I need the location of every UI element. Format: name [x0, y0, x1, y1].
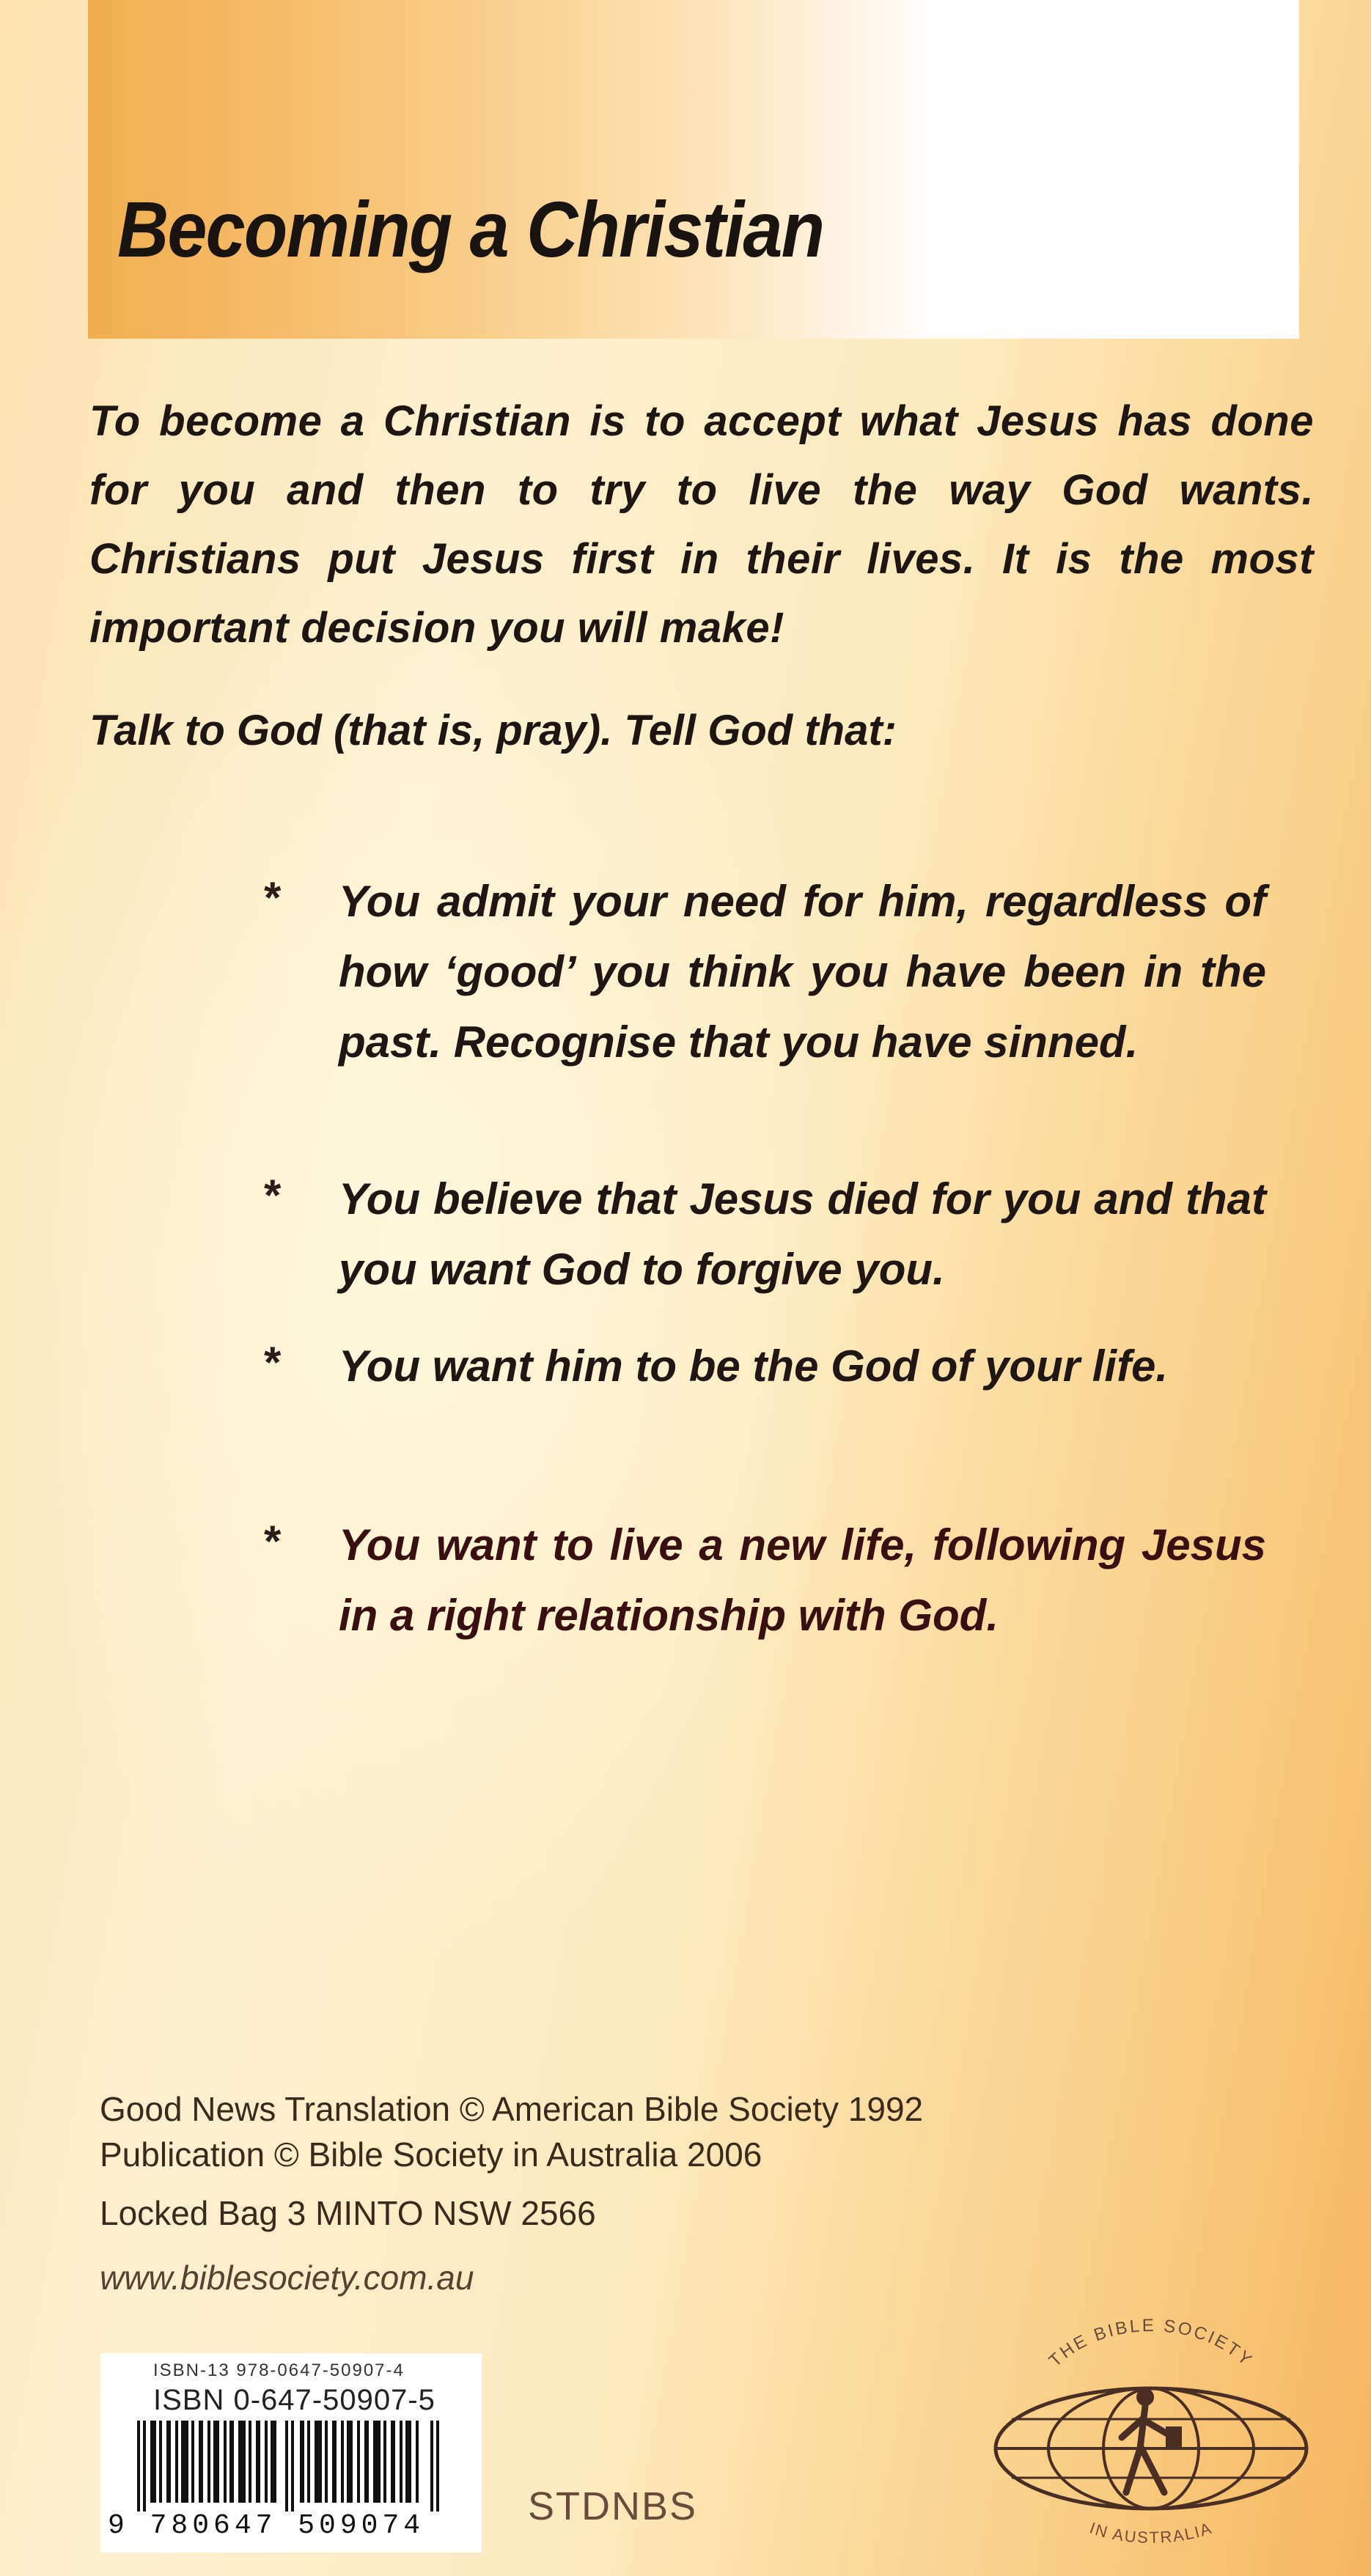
barcode-icon	[137, 2421, 445, 2511]
bullet-marker: *	[264, 1171, 282, 1220]
list-item: You believe that Jesus died for you and that you want God to forgive you.	[339, 1174, 1266, 1294]
barcode-label	[100, 2353, 482, 2553]
list-item: You want him to be the God of your life.	[339, 1342, 1169, 1391]
title-band	[88, 0, 1299, 339]
prayer-prompt: Talk to God (that is, pray). Tell God that:	[89, 707, 897, 754]
website-link[interactable]: www.biblesociety.com.au	[100, 2259, 474, 2297]
copyright-translation: Good News Translation © American Bible Society 1992	[100, 2090, 924, 2128]
copyright-publication: Publication © Bible Society in Australia 2006	[100, 2135, 762, 2174]
postal-address: Locked Bag 3 MINTO NSW 2566	[100, 2194, 596, 2232]
bullet-marker: *	[264, 1517, 282, 1566]
page-title: Becoming a Christian	[117, 185, 824, 273]
intro-paragraph: To become a Christian is to accept what Jesus has done for you and then to try to live the way God wants. Christians put Jesus first in their lives. It is the most important decision you will make!	[89, 397, 1314, 652]
bullet-marker: *	[264, 1338, 282, 1387]
isbn13-text: ISBN-13 978-0647-50907-4	[153, 2360, 405, 2380]
bible-society-logo	[982, 2309, 1320, 2551]
product-code: STDNBS	[528, 2484, 698, 2528]
list-item: You want to live a new life, following Jesus in a right relationship with God.	[339, 1520, 1266, 1640]
isbn10-text: ISBN 0-647-50907-5	[153, 2384, 435, 2416]
barcode-digits: 9 780647 509074	[108, 2510, 425, 2542]
svg-text:THE BIBLE SOCIETY: THE BIBLE SOCIETY	[1045, 2315, 1257, 2371]
list-item: You admit your need for him, regardless of how ‘good’ you think you have been in the past. Recognise that you have sinned.	[339, 877, 1266, 1067]
svg-text:IN AUSTRALIA: IN AUSTRALIA	[1087, 2518, 1215, 2547]
globe-with-figure-icon	[982, 2309, 1320, 2551]
bullet-marker: *	[264, 873, 282, 922]
